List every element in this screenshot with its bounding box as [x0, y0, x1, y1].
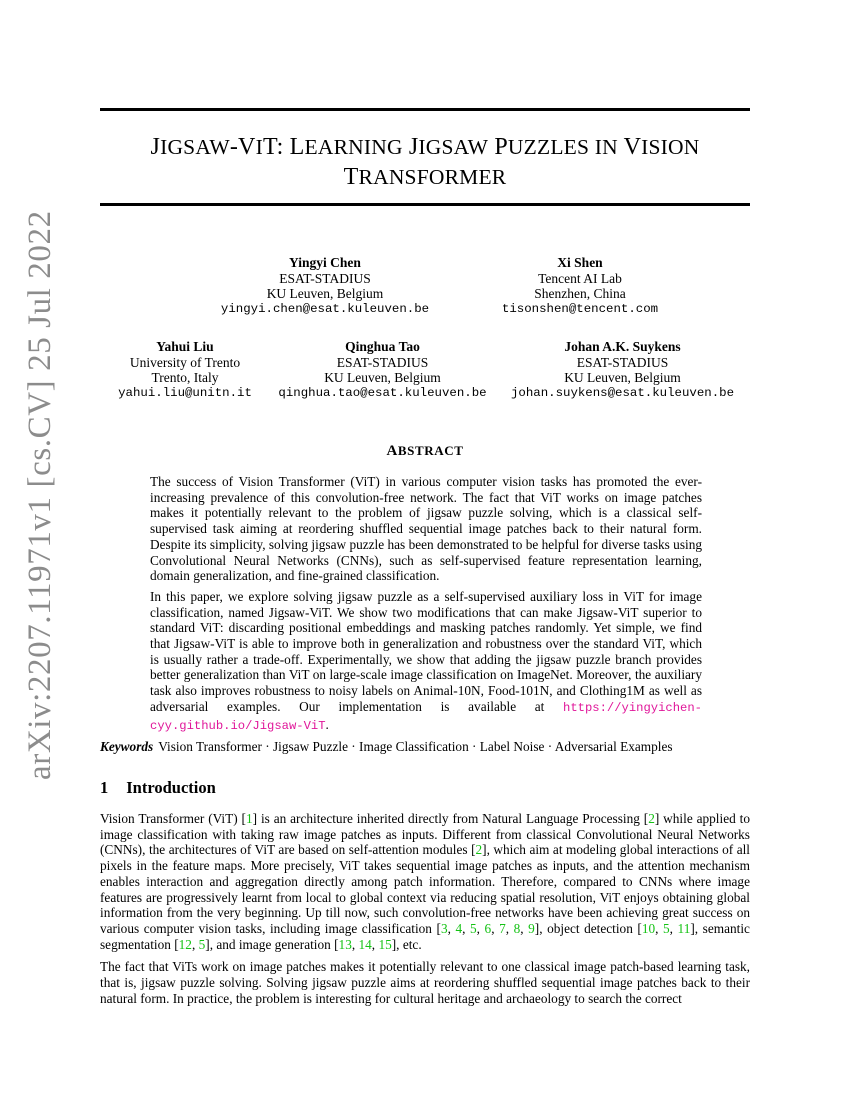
citation-link[interactable]: 3: [440, 920, 448, 936]
intro-text: ,: [476, 920, 485, 936]
keywords-text: Vision Transformer · Jigsaw Puzzle · Image Classification · Label Noise · Adversarial Examples: [158, 739, 673, 754]
intro-paragraph-2: The fact that ViTs work on image patches makes it potentially relevant to one classical image patch-based learning task, that is, jigsaw puzzle solving. Solving jigsaw puzzle aims at reordering shuffled sequential image patches back to their natural form. In practice, the problem is interesting for cultural heritage and archaeology to search the correct: [100, 959, 750, 1006]
introduction-body: [100, 811, 750, 1013]
citation-link[interactable]: 13: [338, 936, 352, 952]
intro-text: ], and image generation [: [205, 936, 339, 952]
author-affiliation: ESAT-STADIUS: [576, 354, 669, 370]
citation-link[interactable]: 1: [245, 811, 253, 826]
arxiv-stamp: arXiv:2207.11971v1 [cs.CV] 25 Jul 2022: [22, 210, 58, 780]
intro-text: ] while applied to image classification with taking raw image patches as inputs. Different from classical Convolutional Neural Networks (CNNs), the architectures of ViT are based on self-attention modules [: [100, 811, 750, 858]
intro-text: ], object detection [: [534, 920, 642, 936]
intro-text: ,: [351, 936, 359, 952]
author-email[interactable]: johan.suykens@esat.kuleuven.be: [510, 386, 735, 401]
title-top-rule: [100, 108, 750, 111]
author-location: KU Leuven, Belgium: [266, 286, 384, 302]
citation-link[interactable]: 6: [484, 920, 492, 936]
author-email[interactable]: yingyi.chen@esat.kuleuven.be: [220, 302, 430, 317]
citation-link[interactable]: 11: [677, 920, 691, 936]
keywords: [100, 739, 750, 755]
abstract-paragraph-1: The success of Vision Transformer (ViT) in various computer vision tasks has promoted the ever-increasing prevalence of this convolution-free network. The fact that ViT works on image patches makes it potentially relevant to the problem of jigsaw puzzle solving, which is a classical self-supervised task aiming at reordering shuffled sequential image patches back to their natural form. Despite its simplicity, solving jigsaw puzzle has been demonstrated to be helpful for diverse tasks using Convolutional Neural Networks (CNNs), such as self-supervised feature representation learning, domain generalization, and fine-grained classification.: [150, 474, 702, 584]
author-location: KU Leuven, Belgium: [324, 370, 441, 386]
intro-text: ,: [447, 920, 456, 936]
section-number: 1: [100, 778, 109, 797]
title-line-2: TRANSFORMER: [343, 164, 507, 190]
citation-link[interactable]: 5: [470, 920, 477, 936]
intro-text: ,: [669, 920, 678, 936]
intro-text: ,: [655, 920, 664, 936]
intro-text: ] is an architecture inherited directly from Natural Language Processing [: [252, 811, 649, 826]
citation-link[interactable]: 8: [513, 920, 521, 936]
author-block: [160, 255, 490, 318]
intro-text: ,: [505, 920, 514, 936]
citation-link[interactable]: 9: [528, 920, 535, 936]
citation-link[interactable]: 4: [455, 920, 463, 936]
intro-text: ], which aim at modeling global interactions of all pixels in the feature maps. More precisely, ViT takes sequential image patches as inputs, and the attention mechanism enables interaction and aggregation directly among patch information. Therefore, compared to CNNs where image features are progressively learnt from local to global context via reducing spatial resolution, ViT enjoys obtaining global information from the very beginning. Up till now, such convolution-free networks have been achieving great success on various computer vision tasks, including image classification [: [100, 842, 750, 936]
author-affiliation: University of Trento: [129, 354, 241, 370]
author-affiliation: Tencent AI Lab: [538, 270, 622, 286]
author-email[interactable]: qinghua.tao@esat.kuleuven.be: [278, 386, 487, 401]
author-location: Shenzhen, China: [534, 286, 626, 302]
citation-link[interactable]: 14: [358, 936, 372, 952]
author-block: [105, 339, 265, 402]
intro-paragraph-1: [100, 811, 750, 952]
intro-text: ], semantic segmentation [: [100, 920, 750, 952]
section-heading: [100, 778, 216, 798]
section-title: Introduction: [126, 778, 216, 797]
implementation-link[interactable]: https://yingyichen-cyy.github.io/Jigsaw-ViT: [150, 700, 702, 733]
abstract-paragraph-2: In this paper, we explore solving jigsaw puzzle as a self-supervised auxiliary loss in ViT for image classification, named Jigsaw-ViT. We show two modifications that can make Jigsaw-ViT superior to standard ViT: discarding positional embeddings and masking patches randomly. Yet simple, we find that Jigsaw-ViT is able to improve both in generalization and robustness over the standard ViT, which is usually rather a trade-off. Experimentally, we show that adding the jigsaw puzzle branch provides better generalization than ViT on large-scale image classification on ImageNet. Moreover, the auxiliary task also improves robustness to noisy labels on Animal-10N, Food-101N, and Clothing1M as well as adversarial examples. Our implementation is available at https://yingyichen-cyy.github.io/Jigsaw-ViT.: [150, 588, 702, 733]
citation-link[interactable]: 7: [499, 920, 506, 936]
author-location: KU Leuven, Belgium: [564, 370, 681, 386]
author-block: [270, 339, 495, 402]
abstract-heading: ABSTRACT: [386, 443, 464, 459]
paper-title: [100, 132, 750, 192]
keywords-label: Keywords: [100, 739, 154, 754]
author-email[interactable]: yahui.liu@unitn.it: [118, 386, 252, 401]
title-bottom-rule: [100, 203, 750, 206]
author-block: [505, 339, 740, 402]
citation-link[interactable]: 2: [475, 842, 483, 858]
author-affiliation: ESAT-STADIUS: [336, 354, 429, 370]
intro-text: ], etc.: [391, 936, 422, 952]
citation-link[interactable]: 15: [378, 936, 392, 952]
title-line-1: JIGSAW-VIT: LEARNING JIGSAW PUZZLES IN VISION: [150, 134, 700, 160]
intro-text: ,: [371, 936, 379, 952]
intro-text: ,: [191, 936, 199, 952]
citation-link[interactable]: 2: [648, 811, 655, 826]
intro-text: ,: [491, 920, 500, 936]
author-location: Trento, Italy: [151, 370, 219, 386]
citation-link[interactable]: 12: [178, 936, 192, 952]
author-name: Yahui Liu: [156, 339, 214, 354]
intro-text: Vision Transformer (ViT) [: [100, 811, 246, 826]
citation-link[interactable]: 5: [198, 936, 206, 952]
author-name: Johan A.K. Suykens: [564, 339, 681, 354]
author-name: Xi Shen: [557, 255, 603, 270]
author-email[interactable]: tisonshen@tencent.com: [501, 302, 659, 317]
author-affiliation: ESAT-STADIUS: [279, 270, 371, 286]
citation-link[interactable]: 10: [641, 920, 656, 936]
author-name: Yingyi Chen: [289, 255, 361, 270]
abstract-body: [150, 474, 702, 739]
citation-link[interactable]: 5: [663, 920, 670, 936]
author-block: [450, 255, 710, 318]
intro-text: ,: [462, 920, 470, 936]
intro-text: ,: [520, 920, 529, 936]
author-name: Qinghua Tao: [345, 339, 420, 354]
